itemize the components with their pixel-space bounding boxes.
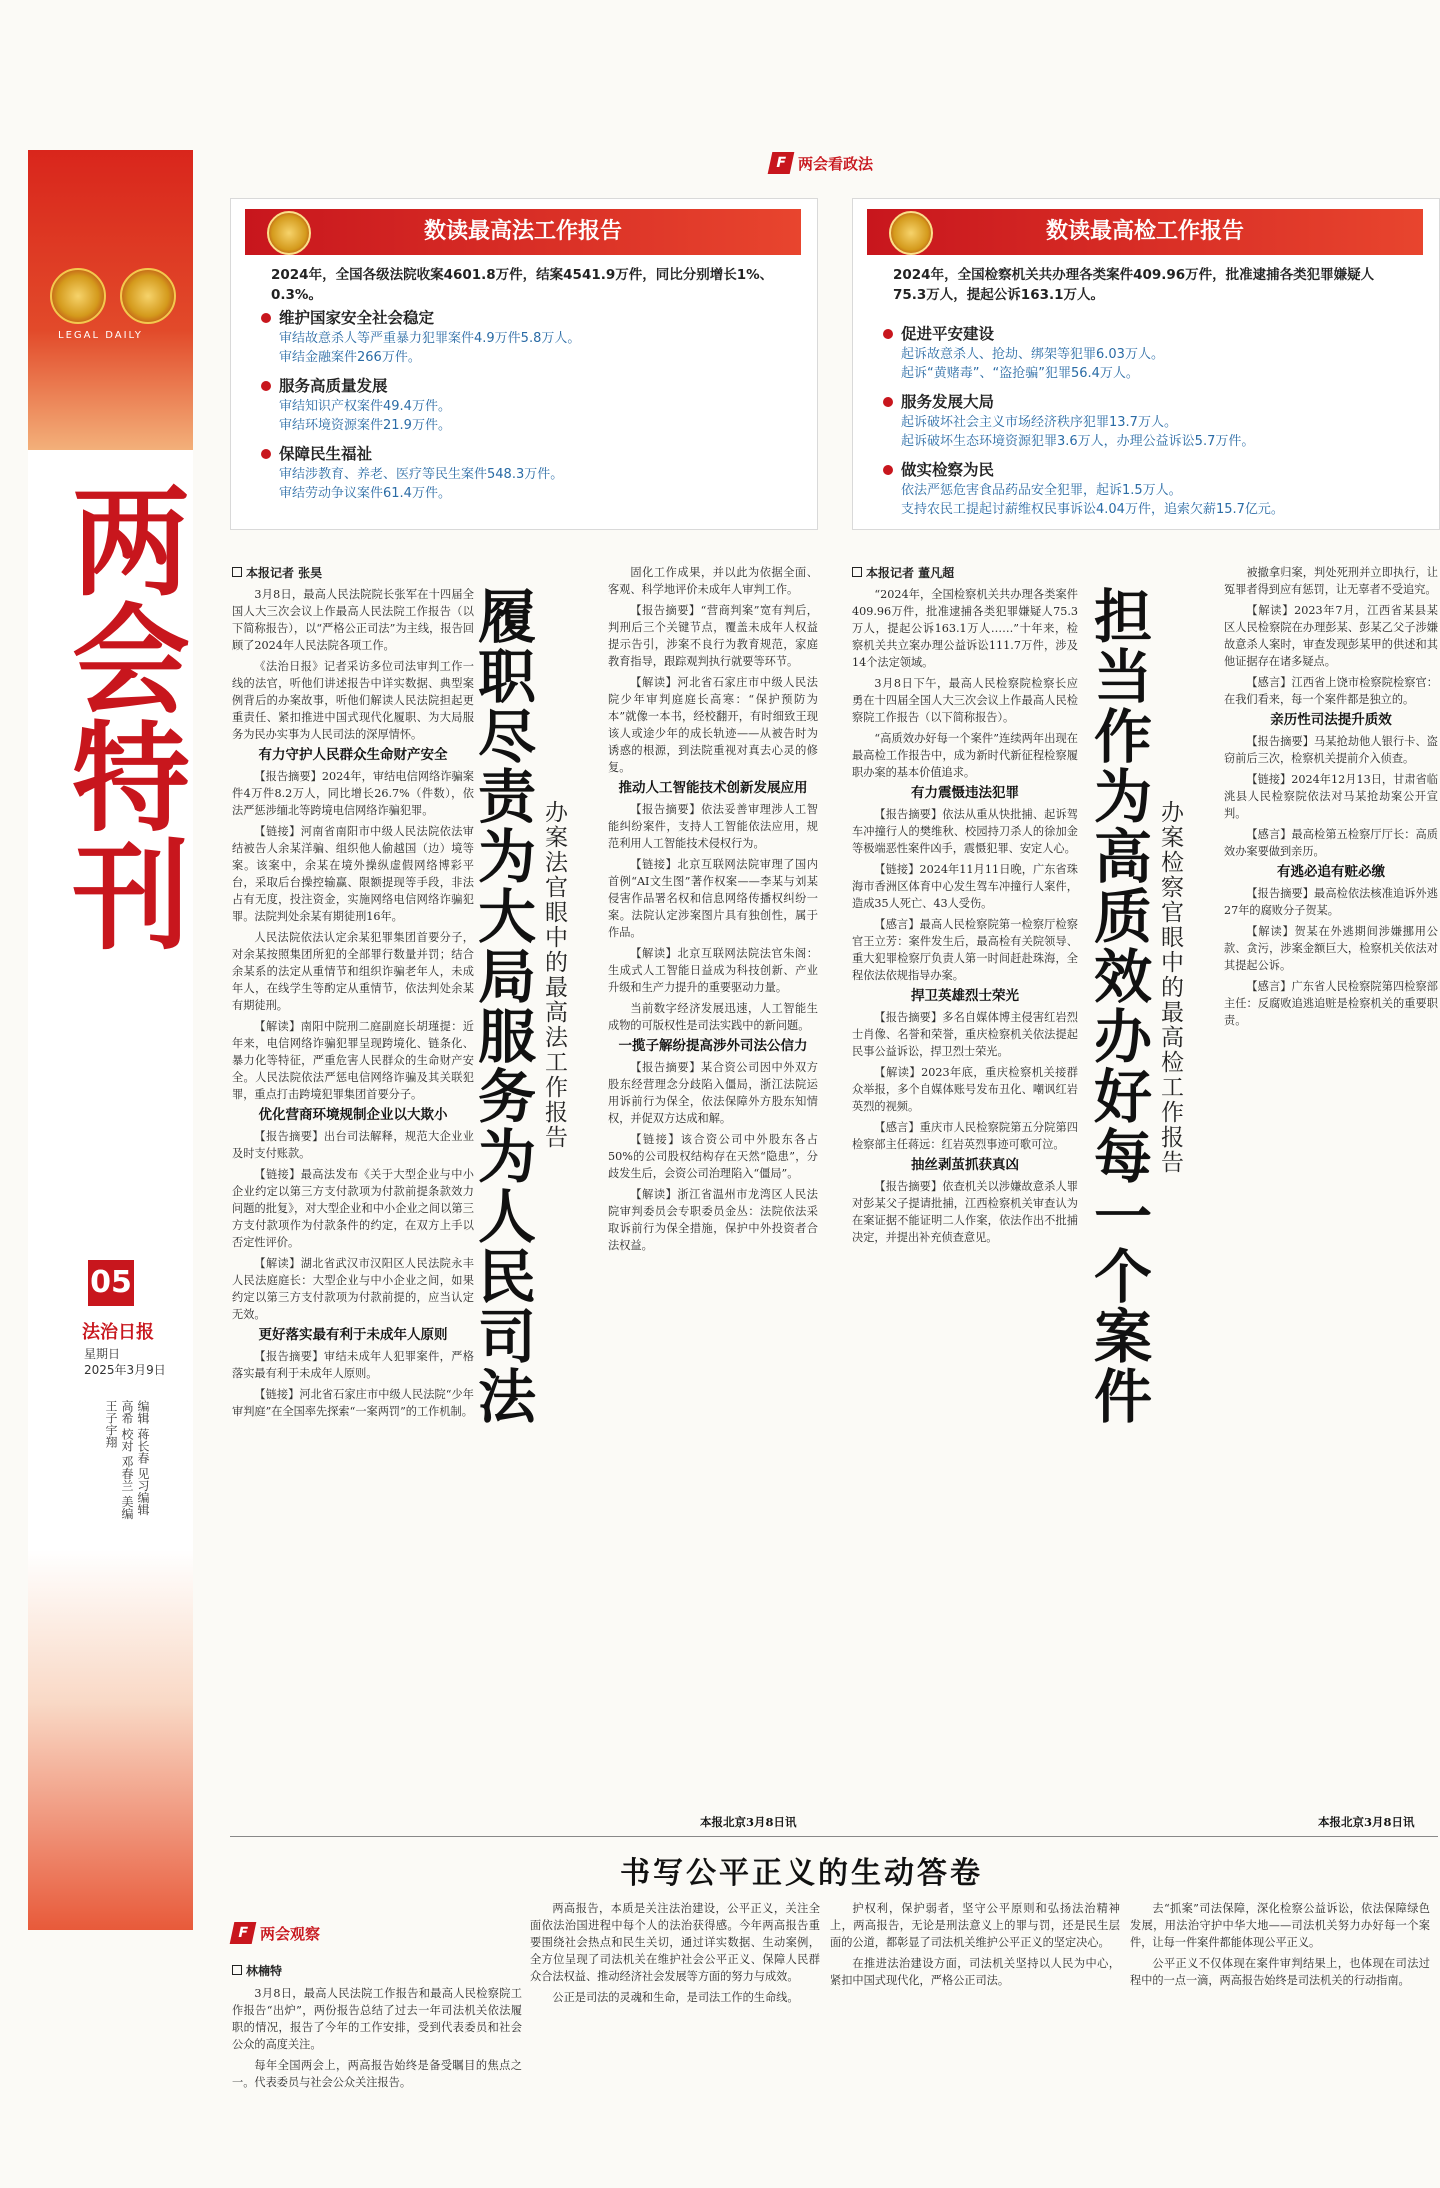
procuratorate-item-line: 起诉故意杀人、抢劫、绑架等犯罪6.03万人。 — [901, 347, 1164, 362]
court-seal-icon — [267, 211, 311, 255]
procuratorate-article-headline: 担当作为高质效办好每一个案件 — [1084, 586, 1152, 1426]
court-item-head: 服务高质量发展 — [279, 377, 388, 395]
legal-daily-label: LEGAL DAILY — [58, 330, 143, 341]
procuratorate-subhead: 捍卫英雄烈士荣光 — [911, 988, 1019, 1004]
procuratorate-item-line: 支持农民工提起讨薪维权民事诉讼4.04万件，追索欠薪15.7亿元。 — [901, 502, 1284, 517]
court-article-col2: 固化工作成果，并以此为依据全面、客观、科学地评价未成年人审判工作。 【报告摘要】“营商判案”宽有判后，判刑后三个关键节点，覆盖未成年人权益提示告引，涉案不良行为教育规范，家庭教育指导，跟踪观判执行就要等环节。 【解读】河北省石家庄市中级人民法院少年审判庭庭长高寒：“保护预防为本”就像一本书，经校翻开，有时细致王现该人或途少年的成长轨迹——从被告时为诱惑的根源，到法院重视对真去心灵的修复。 推动人工智能技术创新发展应用 【报告摘要】依法妥善审理涉人工智能纠纷案件，支持人工智能依法应用，规范利用人工智能技术侵权行为。 【链接】北京互联网法院审理了国内首例“AI文生图”著作权案——李某与刘某侵害作品署名权和信息网络传播权纠纷一案。法院认定涉案图片具有独创性，属于作品。 【解读】北京互联网法院法官朱阁：生成式人工智能日益成为科技创新、产业升级和生产力提升的重要驱动力量。 当前数字经济发展迅速，人工智能生成物的可版权性是司法实践中的新问题。 一揽子解纷提高涉外司法公信力 【报告摘要】某合资公司因中外双方股东经营理念分歧陷入僵局，浙江法院运用诉前行为保全，依法保障外方股东知情权，并促双方达成和解。 【链接】该合资公司中外股东各占50%的公司股权结构存在天然“隐患”，分歧发生后，会资公司治理陷入“僵局”。 【解读】浙江省温州市龙湾区人民法院审判委员会专职委员金丛：法院依法采取诉前行为保全措施，保护中外投资者合法权益。 — [608, 566, 818, 1252]
commentary-byline: 林楠特 — [232, 1962, 282, 1979]
court-article-byline: 本报记者 张昊 — [232, 564, 322, 581]
bullet-icon — [261, 449, 271, 459]
court-item-head: 维护国家安全社会稳定 — [279, 309, 435, 327]
court-data-banner-label: 数读最高法工作报告 — [423, 219, 622, 244]
court-item-line: 审结故意杀人等严重暴力犯罪案件4.9万件5.8万人。 — [279, 331, 581, 346]
court-subhead: 一揽子解纷提高涉外司法公信力 — [618, 1038, 808, 1054]
court-article-col1: 3月8日，最高人民法院院长张军在十四届全国人大三次会议上作最高人民法院工作报告（以下简称报告），以“严格公正司法”为主线，报告回顾了2024年人民法院各项工作。 《法治日报》记者采访多位司法审判工作一线的法官，听他们讲述报告中详实数据、典型案例背后的办案故事，听他们解读人民法院担起更重责任、紧扣推进中国式现代化履职、为大局服务为民办实事为人民司法的深厚情怀。 有力守护人民群众生命财产安全 【报告摘要】2024年，审结电信网络诈骗案件4万件8.2万人，同比增长26.7%（件数），依法严惩涉缅北等跨境电信网络诈骗犯罪。 【链接】河南省南阳市中级人民法院依法审结被告人余某洋骗、组织他人偷越国（边）境等案。该案中，余某在境外操纵虚假网络博彩平台，采取后台操控输赢、限额提现等手段，非法占有无度，投注资金，实施网络电信网络诈骗犯罪。法院判处余某有期徒刑16年。 人民法院依法认定余某犯罪集团首要分子，对余某按照集团所犯的全部罪行数量并罚；结合余某系的法定从重情节和组织诈骗老年人，未成年人，在线学生等酌定从重情节，依法判处余某有期徒刑。 【解读】南阳中院刑二庭副庭长胡瑾提：近年来，电信网络诈骗犯罪呈现跨境化、链条化、暴力化等特征，严重危害人民群众的生命财产安全。人民法院依法严惩电信网络诈骗及其关联犯罪，重点打击跨境犯罪集团首要分子。 优化营商环境规制企业以大欺小 【报告摘要】出台司法解释，规范大企业业及时支付账款。 【链接】最高法发布《关于大型企业与中小企业约定以第三方支付款项为付款前提条款效力问题的批复》，对大型企业和中小企业之间以第三方支付款项作为付款条件的约定，在双方上手以否定性评价。 【解读】湖北省武汉市汉阳区人民法院永丰人民法庭庭长：大型企业与中小企业之间，如果约定以第三方支付款项为付款前提的，应当认定无效。 更好落实最有利于未成年人原则 【报告摘要】审结未成年人犯罪案件，严格落实最有利于未成年人原则。 【链接】河北省石家庄市中级人民法院“少年审判庭”在全国率先探索“一案两罚”的工作机制。 — [232, 588, 474, 1418]
section-tag-icon: F — [768, 152, 795, 174]
procuratorate-item-line: 起诉“黄赌毒”、“盗抢骗”犯罪56.4万人。 — [901, 366, 1139, 381]
procuratorate-data-banner — [867, 209, 1423, 255]
procuratorate-item-head: 服务发展大局 — [901, 393, 995, 411]
procuratorate-data-banner-label: 数读最高检工作报告 — [1045, 219, 1244, 244]
procuratorate-subhead: 有力震慑违法犯罪 — [911, 785, 1019, 801]
commentary-col4: 去“抓案”司法保障，深化检察公益诉讼，依法保障绿色发展，用法治守护中华大地——司法机关努力办好每一个案件，让每一件案件都能体现公平正义。 公平正义不仅体现在案件审判结果上，也体现在司法过程中的一点一滴，两高报告始终是司法机关的行动指南。 — [1130, 1902, 1430, 1987]
special-issue-title: 两会特刊 — [52, 480, 191, 952]
procuratorate-article-byline: 本报记者 董凡超 — [852, 564, 954, 581]
issue-date: 2025年3月9日 — [84, 1363, 166, 1377]
procuratorate-subhead: 抽丝剥茧抓获真凶 — [911, 1157, 1019, 1173]
court-subhead: 更好落实最有利于未成年人原则 — [258, 1327, 448, 1343]
court-item-line: 审结知识产权案件49.4万件。 — [279, 399, 451, 414]
byline-square-icon — [232, 567, 242, 577]
editors-credit: 编辑 蒋长春 见习编辑 高希 校对 邓春兰 美编 王子宇翔 — [104, 1400, 150, 1520]
procuratorate-item-line: 依法严惩危害食品药品安全犯罪，起诉1.5万人。 — [901, 483, 1182, 498]
court-item-line: 审结环境资源案件21.9万件。 — [279, 418, 451, 433]
court-article-subtitle: 办案法官眼中的最高法工作报告 — [541, 800, 567, 1150]
commentary-tag-label: 两会观察 — [260, 1924, 321, 1943]
bullet-icon — [883, 329, 893, 339]
section-tag-label: 两会看政法 — [798, 154, 874, 173]
procuratorate-article-subtitle: 办案检察官眼中的最高检工作报告 — [1157, 800, 1183, 1175]
section-tag — [770, 152, 873, 174]
issue-meta — [84, 1346, 166, 1378]
court-data-box — [230, 198, 818, 530]
masthead — [28, 150, 193, 1930]
weekday: 星期日 — [84, 1347, 121, 1361]
procuratorate-data-items — [883, 323, 1423, 527]
procuratorate-subhead: 有逃必追有赃必缴 — [1277, 864, 1385, 880]
court-subhead: 有力守护人民群众生命财产安全 — [258, 747, 448, 763]
page-number: 05 — [88, 1260, 134, 1306]
bullet-icon — [261, 313, 271, 323]
court-item-line: 审结金融案件266万件。 — [279, 350, 421, 365]
court-data-item — [261, 375, 801, 435]
commentary-tag-icon: F — [230, 1922, 257, 1944]
commentary-col2: 两高报告，本质是关注法治建设，公平正义，关注全面依法治国进程中每个人的法治获得感。今年两高报告重要围绕社会热点和民生关切，通过详实数据、生动案例，全方位呈现了司法机关在维护社会公平正义、保障人民群众合法权益、推动经济社会发展等方面的努力与成效。 公正是司法的灵魂和生命，是司法工作的生命线。 — [530, 1902, 820, 2004]
procuratorate-item-line: 起诉破坏社会主义市场经济秩序犯罪13.7万人。 — [901, 415, 1177, 430]
procuratorate-data-item — [883, 459, 1423, 519]
court-data-item — [261, 307, 801, 367]
procuratorate-article-col1: “2024年，全国检察机关共办理各类案件409.96万件，批准逮捕各类犯罪嫌疑人75.3万人，提起公诉163.1万人……”十年来，检察机关共立案办理公益诉讼111.7万件，涉及14个法定领域。 3月8日下午，最高人民检察院检察长应勇在十四届全国人大三次会议上作最高人民检察院工作报告（以下简称报告）。 “高质效办好每一个案件”连续两年出现在最高检工作报告中，成为新时代新征程检察履职办案的基本价值追求。 有力震慑违法犯罪 【报告摘要】依法从重从快批捕、起诉驾车冲撞行人的樊维秋、校园持刀杀人的徐加金等极端恶性案件凶手，震慑犯罪、安定人心。 【链接】2024年11月11日晚，广东省珠海市香洲区体育中心发生驾车冲撞行人案件，造成35人死亡、43人受伤。 【感言】最高人民检察院第一检察厅检察官王立芳：案件发生后，最高检有关院领导、重大犯罪检察厅负责人第一时间赶赴珠海，全程依法依规指导办案。 捍卫英雄烈士荣光 【报告摘要】多名自媒体博主侵害红岩烈士肖像、名誉和荣誉，重庆检察机关依法提起民事公益诉讼，捍卫烈士荣光。 【解读】2023年底，重庆检察机关接群众举报，多个自媒体账号发布丑化、嘲讽红岩英烈的视频。 【感言】重庆市人民检察院第五分院第四检察部主任蒋远：红岩英烈事迹可歌可泣。 抽丝剥茧抓获真凶 【报告摘要】依查机关以涉嫌故意杀人罪对彭某父子提请批捕，江西检察机关审查认为在案证据不能证明二人作案，依法作出不批捕决定，并提出补充侦查意见。 — [852, 588, 1078, 1244]
procuratorate-item-head: 做实检察为民 — [901, 461, 995, 479]
commentary-title: 书写公平正义的生动答卷 — [620, 1856, 983, 1891]
procuratorate-subhead: 亲历性司法提升质效 — [1270, 712, 1392, 728]
court-data-items — [261, 307, 801, 511]
court-data-summary: 2024年，全国各级法院收案4601.8万件，结案4541.9万件，同比分别增长1%、0.3%。 — [271, 267, 774, 303]
procuratorate-data-item — [883, 323, 1423, 383]
commentary-col3: 护权利，保护弱者，坚守公平原则和弘扬法治精神上，两高报告，无论是刑法意义上的罪与罚，还是民生层面的公道，都彰显了司法机关维护公平正义的坚定决心。 在推进法治建设方面，司法机关坚持以人民为中心，紧扣中国式现代化，严格公正司法。 — [830, 1902, 1120, 1987]
section-divider — [230, 1836, 1438, 1837]
procuratorate-data-summary: 2024年，全国检察机关共办理各类案件409.96万件，批准逮捕各类犯罪嫌疑人75.3万人，提起公诉163.1万人。 — [893, 267, 1375, 303]
court-article-signoff: 本报北京3月8日讯 — [700, 1815, 797, 1829]
procuratorate-seal-icon — [889, 211, 933, 255]
byline-square-icon — [232, 1965, 242, 1975]
byline-square-icon — [852, 567, 862, 577]
masthead-decoration — [28, 1550, 193, 1930]
bullet-icon — [883, 465, 893, 475]
commentary-tag — [232, 1922, 320, 1944]
court-subhead: 优化营商环境规制企业以大欺小 — [258, 1107, 448, 1123]
national-emblem-icon — [50, 268, 106, 324]
bullet-icon — [261, 381, 271, 391]
court-data-banner — [245, 209, 801, 255]
procuratorate-item-head: 促进平安建设 — [901, 325, 995, 343]
court-data-item — [261, 443, 801, 503]
procuratorate-data-box — [852, 198, 1440, 530]
commentary-col1: 3月8日，最高人民法院工作报告和最高人民检察院工作报告“出炉”，两份报告总结了过去一年司法机关依法履职的情况，报告了今年的工作安排，受到代表委员和社会公众的高度关注。 每年全国两会上，两高报告始终是备受瞩目的焦点之一。代表委员与社会公众关注报告。 — [232, 1987, 522, 2089]
cppcc-emblem-icon — [120, 268, 176, 324]
court-item-line: 审结涉教育、养老、医疗等民生案件548.3万件。 — [279, 467, 564, 482]
court-article-headline: 履职尽责为大局服务为人民司法 — [468, 586, 536, 1426]
emblems — [50, 268, 176, 324]
court-subhead: 推动人工智能技术创新发展应用 — [618, 780, 808, 796]
procuratorate-data-item — [883, 391, 1423, 451]
procuratorate-article-col2: 被撤拿归案，判处死刑并立即执行，让冤罪者得到应有惩罚，让无辜者不受追究。 【解读】2023年7月，江西省某县某区人民检察院在办理彭某、彭某乙父子涉嫌故意杀人案时，审查发现彭某甲的供述和其他证据存在诸多疑点。 【感言】江西省上饶市检察院检察官：在我们看来，每一个案件都是独立的。 亲历性司法提升质效 【报告摘要】马某抢劫他人银行卡、盗窃前后三次，检察机关提前介入侦查。 【链接】2024年12月13日，甘肃省临洮县人民检察院依法对马某抢劫案公开宣判。 【感言】最高检第五检察厅厅长：高质效办案要做到亲历。 有逃必追有赃必缴 【报告摘要】最高检依法核准追诉外逃27年的腐败分子贺某。 【解读】贺某在外逃期间涉嫌挪用公款、贪污，涉案金额巨大，检察机关依法对其提起公诉。 【感言】广东省人民检察院第四检察部主任：反腐败追逃追赃是检察机关的重要职责。 — [1224, 566, 1438, 1027]
bullet-icon — [883, 397, 893, 407]
procuratorate-item-line: 起诉破坏生态环境资源犯罪3.6万人，办理公益诉讼5.7万件。 — [901, 434, 1255, 449]
court-item-line: 审结劳动争议案件61.4万件。 — [279, 486, 451, 501]
paper-name: 法治日报 — [82, 1322, 154, 1343]
court-item-head: 保障民生福祉 — [279, 445, 373, 463]
procuratorate-article-signoff: 本报北京3月8日讯 — [1318, 1815, 1415, 1829]
